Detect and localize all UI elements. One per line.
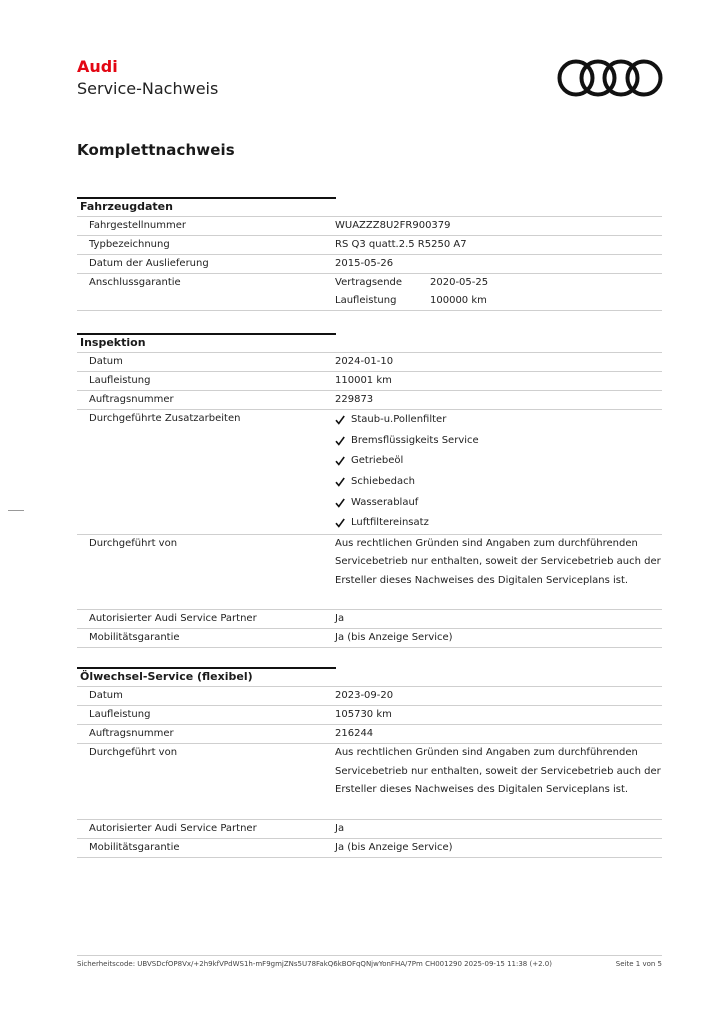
section-title: Fahrzeugdaten bbox=[77, 197, 336, 216]
row-value: Ja bbox=[335, 613, 345, 625]
row-value: Ja bbox=[335, 822, 345, 834]
oil-change-table bbox=[77, 686, 662, 858]
list-item bbox=[335, 492, 662, 513]
vehicle-data-table bbox=[77, 216, 662, 311]
table-row bbox=[77, 724, 662, 743]
security-code: Sicherheitscode: UBVSDcfOP8Vx/+2h9kfVPdWS1h-mF9gmjZNs5U78FakQ6kBOFqQNjwYonFHA/7Pm CH001290 2025-09-15 11:38 (+2.0) bbox=[77, 960, 552, 968]
warranty-mileage-value: 100000 km bbox=[430, 295, 487, 306]
vehicle-data-section bbox=[77, 197, 662, 311]
oil-change-section bbox=[77, 667, 662, 858]
list-item bbox=[335, 513, 662, 534]
checkmark-icon bbox=[335, 477, 345, 487]
checkmark-icon bbox=[335, 456, 345, 466]
extra-item: Getriebeöl bbox=[351, 455, 404, 467]
row-label: Datum bbox=[89, 690, 123, 701]
table-row bbox=[77, 216, 662, 235]
section-title: Ölwechsel-Service (flexibel) bbox=[77, 667, 336, 686]
row-value: WUAZZZ8U2FR900379 bbox=[335, 220, 451, 231]
row-value: 229873 bbox=[335, 394, 374, 405]
table-row bbox=[77, 819, 662, 838]
page-number: Seite 1 von 5 bbox=[615, 960, 662, 968]
extras-list bbox=[335, 410, 662, 534]
inspection-table bbox=[77, 352, 662, 648]
row-value: 105730 km bbox=[335, 709, 392, 720]
checkmark-icon bbox=[335, 498, 345, 508]
row-label: Autorisierter Audi Service Partner bbox=[89, 613, 257, 625]
row-value: Ja (bis Anzeige Service) bbox=[335, 841, 453, 853]
warranty-end-label: Vertragsende bbox=[335, 277, 403, 288]
row-label: Laufleistung bbox=[89, 375, 151, 386]
table-row bbox=[77, 743, 662, 819]
table-row bbox=[77, 273, 662, 311]
table-row bbox=[77, 686, 662, 705]
row-label: Anschlussgarantie bbox=[89, 277, 181, 288]
inspection-section bbox=[77, 333, 662, 648]
extra-item: Wasserablauf bbox=[351, 496, 419, 508]
table-row bbox=[77, 838, 662, 858]
row-label: Mobilitätsgarantie bbox=[89, 841, 180, 853]
row-label: Auftragsnummer bbox=[89, 394, 174, 405]
footer-divider bbox=[77, 955, 662, 956]
extra-item: Bremsflüssigkeits Service bbox=[351, 434, 479, 446]
checkmark-icon bbox=[335, 518, 345, 528]
warranty-mileage-label: Laufleistung bbox=[335, 295, 397, 306]
brand-name: Audi bbox=[77, 57, 118, 76]
table-row bbox=[77, 371, 662, 390]
list-item bbox=[335, 410, 662, 431]
document-title: Service-Nachweis bbox=[77, 79, 219, 98]
audi-rings-icon bbox=[557, 58, 663, 98]
row-label: Durchgeführt von bbox=[89, 747, 178, 758]
extra-item: Staub-u.Pollenfilter bbox=[351, 414, 447, 426]
checkmark-icon bbox=[335, 436, 345, 446]
checkmark-icon bbox=[335, 415, 345, 425]
table-row bbox=[77, 235, 662, 254]
table-row bbox=[77, 390, 662, 409]
row-label: Durchgeführte Zusatzarbeiten bbox=[89, 413, 241, 424]
table-row bbox=[77, 352, 662, 371]
row-value: 2024-01-10 bbox=[335, 356, 394, 367]
warranty-end-value: 2020-05-25 bbox=[430, 277, 489, 288]
extra-item: Luftfiltereinsatz bbox=[351, 517, 429, 529]
row-label: Datum der Auslieferung bbox=[89, 258, 209, 269]
page-heading: Komplettnachweis bbox=[77, 141, 235, 159]
row-value: RS Q3 quatt.2.5 R5250 A7 bbox=[335, 239, 467, 250]
table-row bbox=[77, 609, 662, 628]
warranty-details bbox=[335, 274, 662, 310]
legal-note: Aus rechtlichen Gründen sind Angaben zum durchführenden Servicebetrieb nur enthalten, soweit der Servicebetrieb auch der Ersteller dieses Nachweises des Digitalen Serviceplans ist. bbox=[335, 537, 661, 586]
row-label: Laufleistung bbox=[89, 709, 151, 720]
row-value: 110001 km bbox=[335, 375, 392, 386]
extra-item: Schiebedach bbox=[351, 476, 415, 488]
list-item bbox=[335, 431, 662, 452]
row-label: Autorisierter Audi Service Partner bbox=[89, 822, 257, 834]
legal-note: Aus rechtlichen Gründen sind Angaben zum durchführenden Servicebetrieb nur enthalten, soweit der Servicebetrieb auch der Ersteller dieses Nachweises des Digitalen Serviceplans ist. bbox=[335, 747, 661, 795]
list-item bbox=[335, 451, 662, 472]
margin-mark bbox=[8, 510, 24, 511]
table-row bbox=[77, 705, 662, 724]
row-label: Durchgeführt von bbox=[89, 537, 178, 549]
footer bbox=[77, 958, 662, 970]
section-title: Inspektion bbox=[77, 333, 336, 352]
table-row bbox=[77, 254, 662, 273]
table-row bbox=[77, 628, 662, 648]
row-value: 2015-05-26 bbox=[335, 258, 394, 269]
row-label: Typbezeichnung bbox=[89, 239, 170, 250]
row-label: Mobilitätsgarantie bbox=[89, 632, 180, 644]
list-item bbox=[335, 472, 662, 493]
row-label: Fahrgestellnummer bbox=[89, 220, 186, 231]
table-row bbox=[77, 409, 662, 534]
row-label: Auftragsnummer bbox=[89, 728, 174, 739]
row-value: 2023-09-20 bbox=[335, 690, 394, 701]
row-value: Ja (bis Anzeige Service) bbox=[335, 632, 453, 644]
row-label: Datum bbox=[89, 356, 123, 367]
table-row bbox=[77, 534, 662, 610]
row-value: 216244 bbox=[335, 728, 374, 739]
